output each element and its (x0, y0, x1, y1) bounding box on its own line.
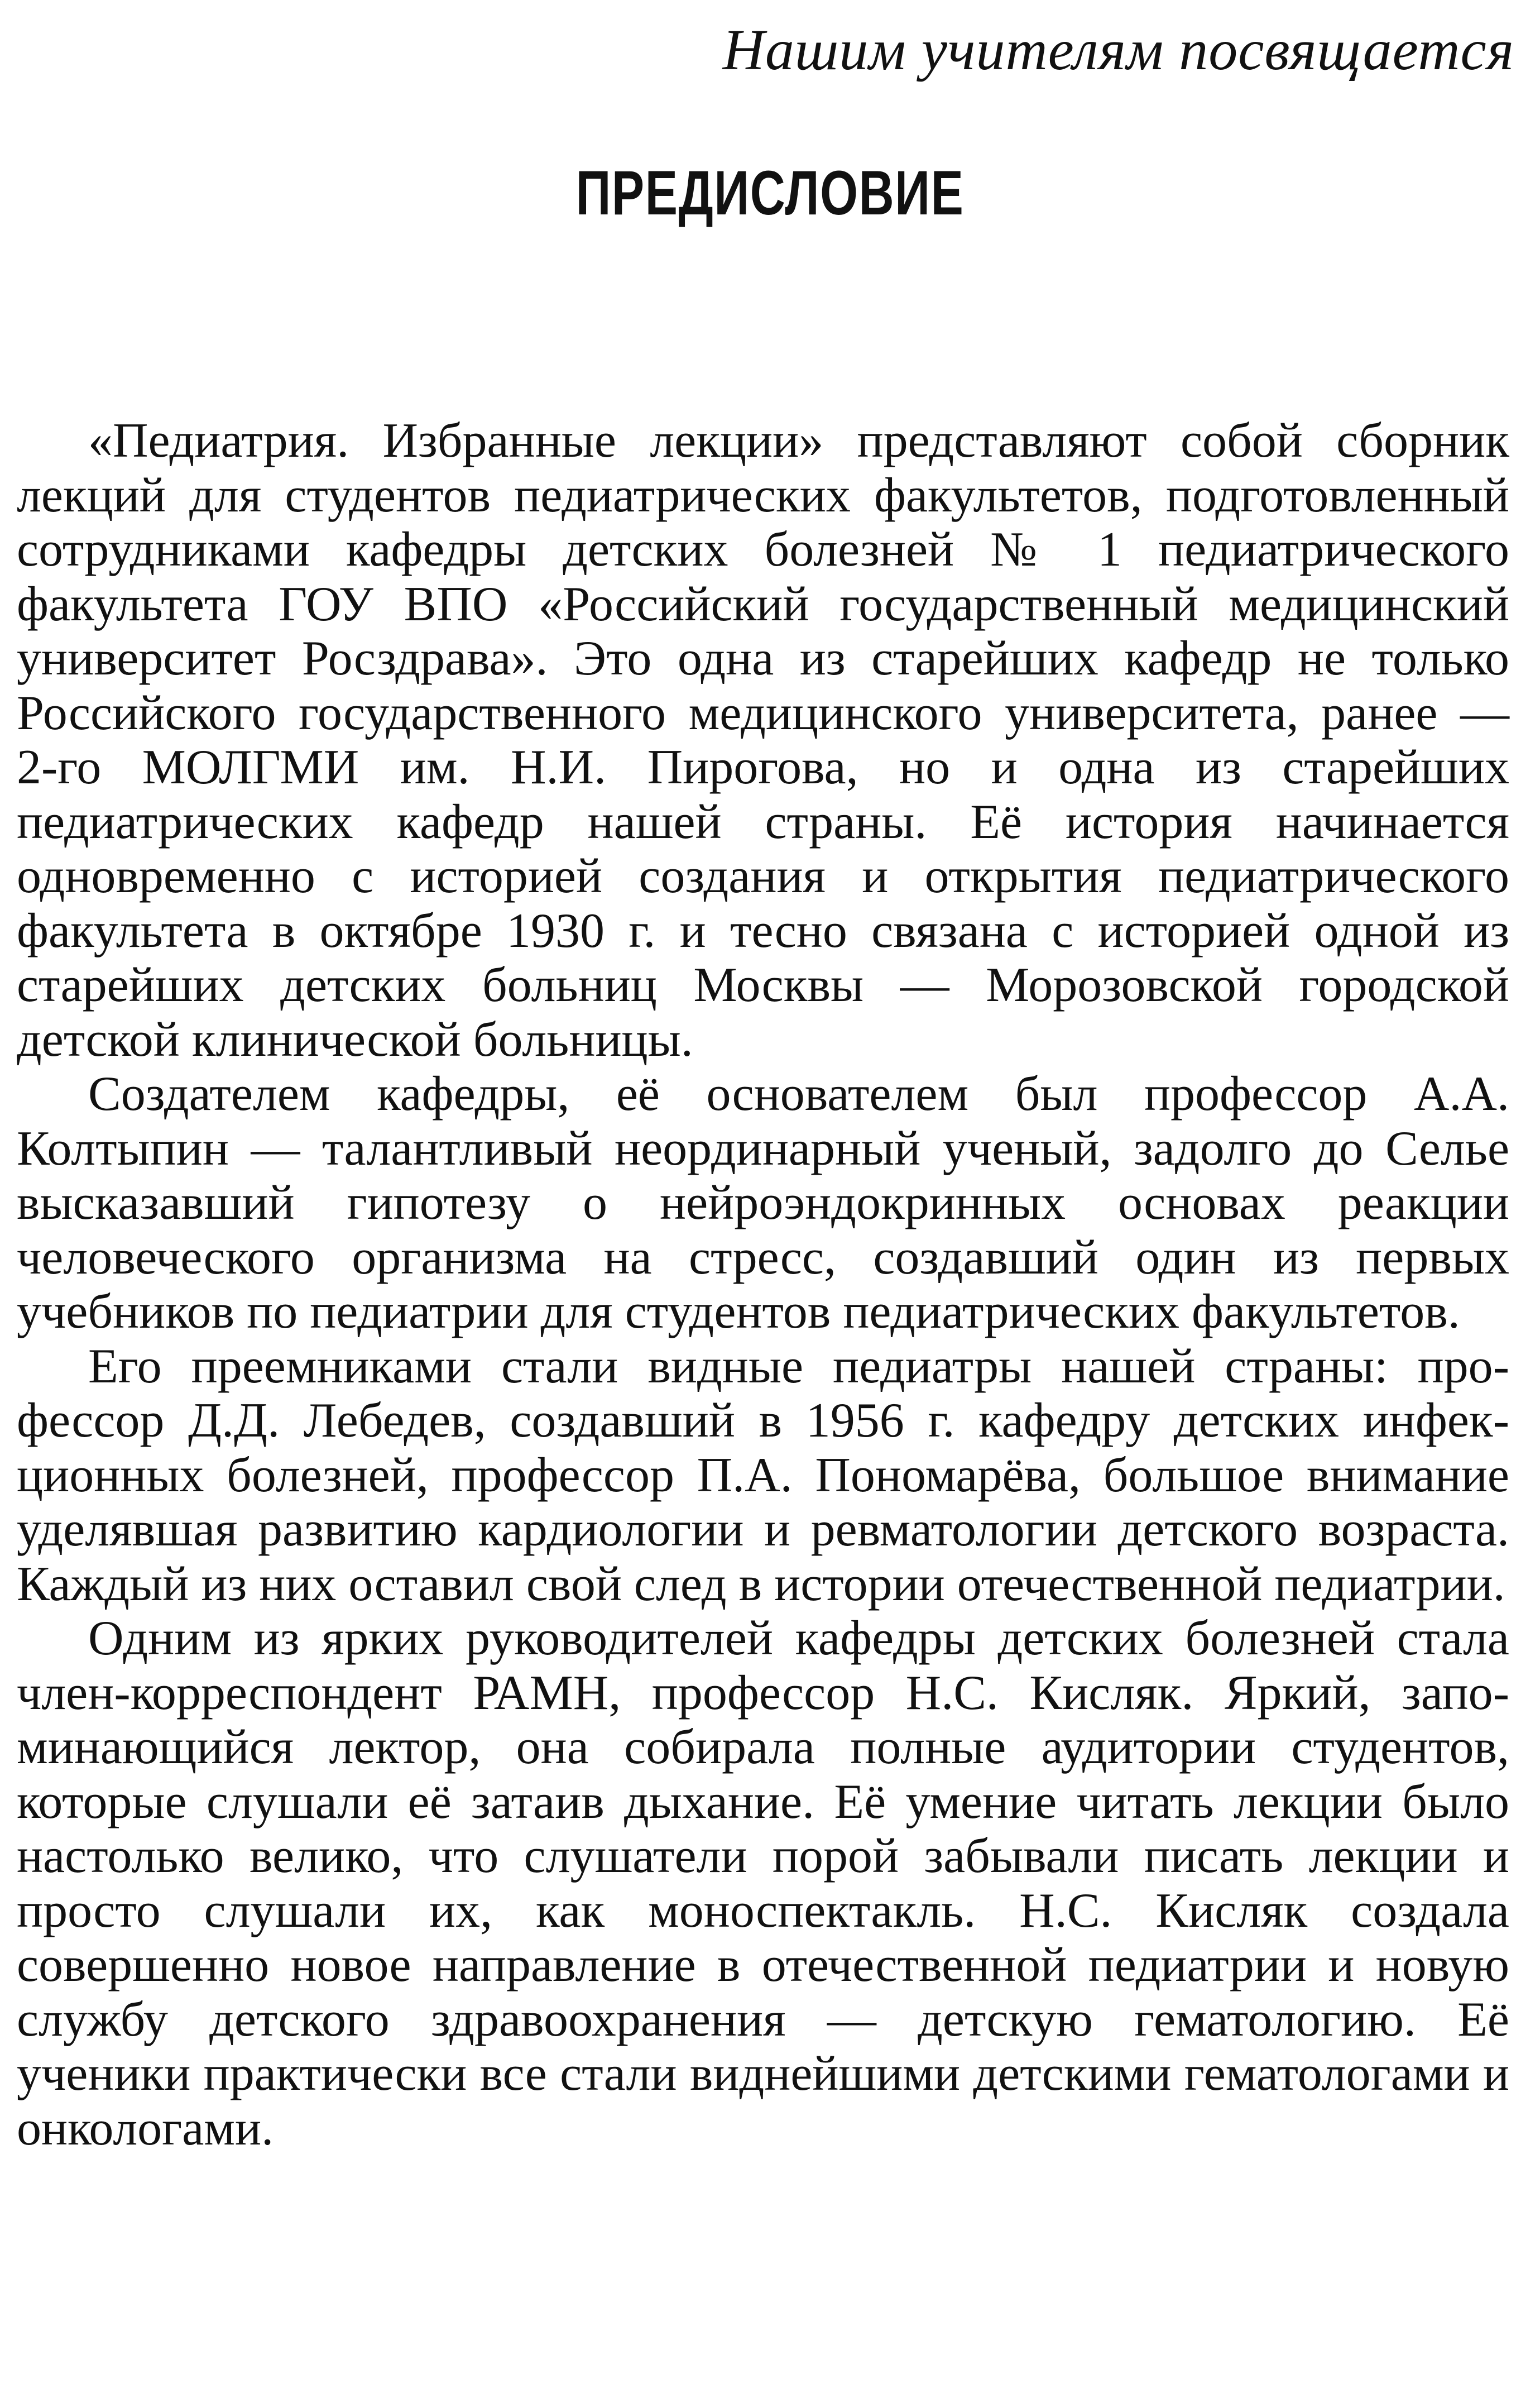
paragraph: «Педиатрия. Избранные лекции» представляют собой сборник лекций для студентов педиатрических факультетов, подготовленный сотрудниками кафедры детских болезней № 1 педиатрического факультета ГОУ ВПО «Российский государственный медицинский университет Росздрава». Это одна из старейших кафедр не только Российского государственного медицинского университета, ранее — 2-го МОЛГМИ им. Н.И. Пирогова, но и одна из старейших педиатрических кафедр нашей страны. Её история начинается одновременно с историей создания и открытия педиатрического факультета в октябре 1930 г. и тесно связана с историей одной из старейших детских больниц Москвы — Морозовской городской детской клинической больницы. (17, 414, 1509, 1067)
paragraph: Его преемниками стали видные педиатры нашей страны: профессор Д.Д. Лебедев, создавший в 1956 г. кафедру детских инфекционных болезней, профессор П.А. Пономарёва, большое внимание уделявшая развитию кардиологии и ревматологии детского возраста. Каждый из них оставил свой след в истории отечественной педиатрии. (17, 1339, 1509, 1611)
preface-body (17, 414, 1509, 2156)
paragraph: Одним из ярких руководителей кафедры детских болезней стала член-корреспондент РАМН, профессор Н.С. Кисляк. Яркий, запоминающийся лектор, она собирала полные аудитории студентов, которые слушали её затаив дыхание. Её умение читать лекции было настолько велико, что слушатели порой забывали писать лекции и просто слушали их, как моноспектакль. Н.С. Кисляк создала совершенно новое направление в отечественной педиатрии и новую службу детского здравоохранения — детскую гематологию. Её ученики практически все стали виднейшими детскими гематологами и онкологами. (17, 1611, 1509, 2156)
page-title: ПРЕДИСЛОВИЕ (575, 158, 965, 228)
epigraph: Нашим учителям посвящается (722, 18, 1514, 82)
paragraph: Создателем кафедры, её основателем был профессор А.А. Колтыпин — талантливый неординарный ученый, задолго до Селье высказавший гипотезу о нейроэндокринных основах реакции человеческого организма на стресс, создавший один из первых учебников по педиатрии для студентов педиатрических факультетов. (17, 1067, 1509, 1339)
